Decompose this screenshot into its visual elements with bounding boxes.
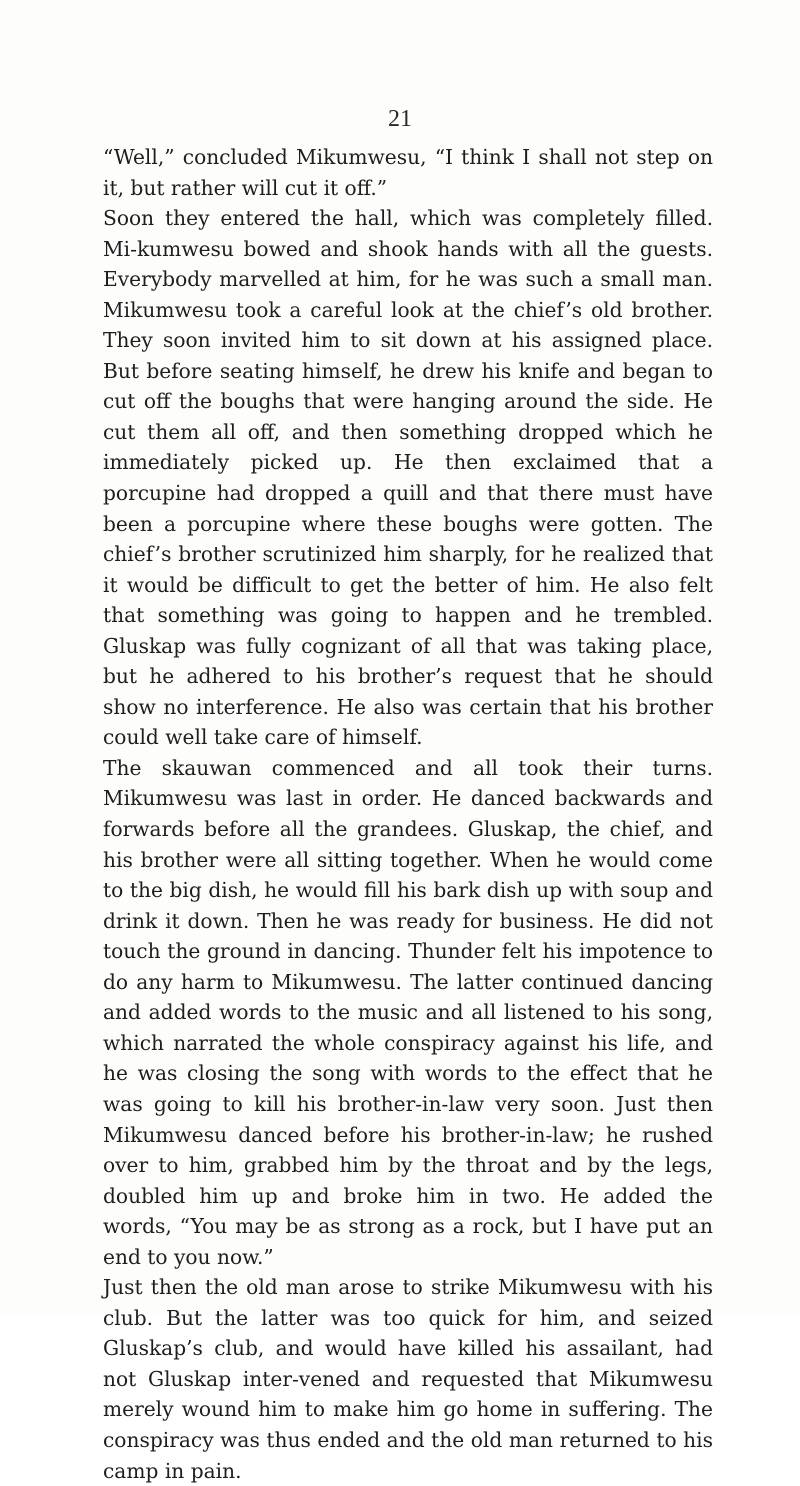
paragraph: The skauwan commenced and all took their turns. Mikumwesu was last in order. He danced backwards and forwards before all the grandees. Gluskap, the chief, and his brother were all sitting together. When he would come to the big dish, he would fill his bark dish up with soup and drink it down. Then he was ready for business. He did not touch the ground in dancing. Thunder felt his impotence to do any harm to Mikumwesu. The latter continued dancing and added words to the music and all listened to his song, which narrated the whole conspiracy against his life, and he was closing the song with words to the effect that he was going to kill his brother-in-law very soon. Just then Mikumwesu danced before his brother-in-law; he rushed over to him, grabbed him by the throat and by the legs, doubled him up and broke him in two. He added the words, “You may be as strong as a rock, but I have put an end to you now.” — [103, 755, 713, 1269]
page-number: 21 — [388, 106, 412, 132]
paragraph: “Well,” concluded Mikumwesu, “I think I shall not step on it, but rather will cut it off.” — [103, 145, 713, 200]
body-text — [103, 142, 713, 1486]
paragraph: Soon they entered the hall, which was completely filled. Mi-kumwesu bowed and shook hands with all the guests. Everybody marvelled at him, for he was such a small man. Mikumwesu took a careful look at the chief’s old brother. They soon invited him to sit down at his assigned place. But before seating himself, he drew his knife and began to cut off the boughs that were hanging around the side. He cut them all off, and then something dropped which he immediately picked up. He then exclaimed that a porcupine had dropped a quill and that there must have been a porcupine where these boughs were gotten. The chief’s brother scrutinized him sharply, for he realized that it would be difficult to get the better of him. He also felt that something was going to happen and he trembled. Gluskap was fully cognizant of all that was taking place, but he adhered to his brother’s request that he should show no interference. He also was certain that his brother could well take care of himself. — [103, 206, 713, 750]
paragraph: Just then the old man arose to strike Mikumwesu with his club. But the latter was too quick for him, and seized Gluskap’s club, and would have killed his assailant, had not Gluskap inter-vened and requested that Mikumwesu merely wound him to make him go home in suffering. The conspiracy was thus ended and the old man returned to his camp in pain. — [103, 1275, 713, 1483]
